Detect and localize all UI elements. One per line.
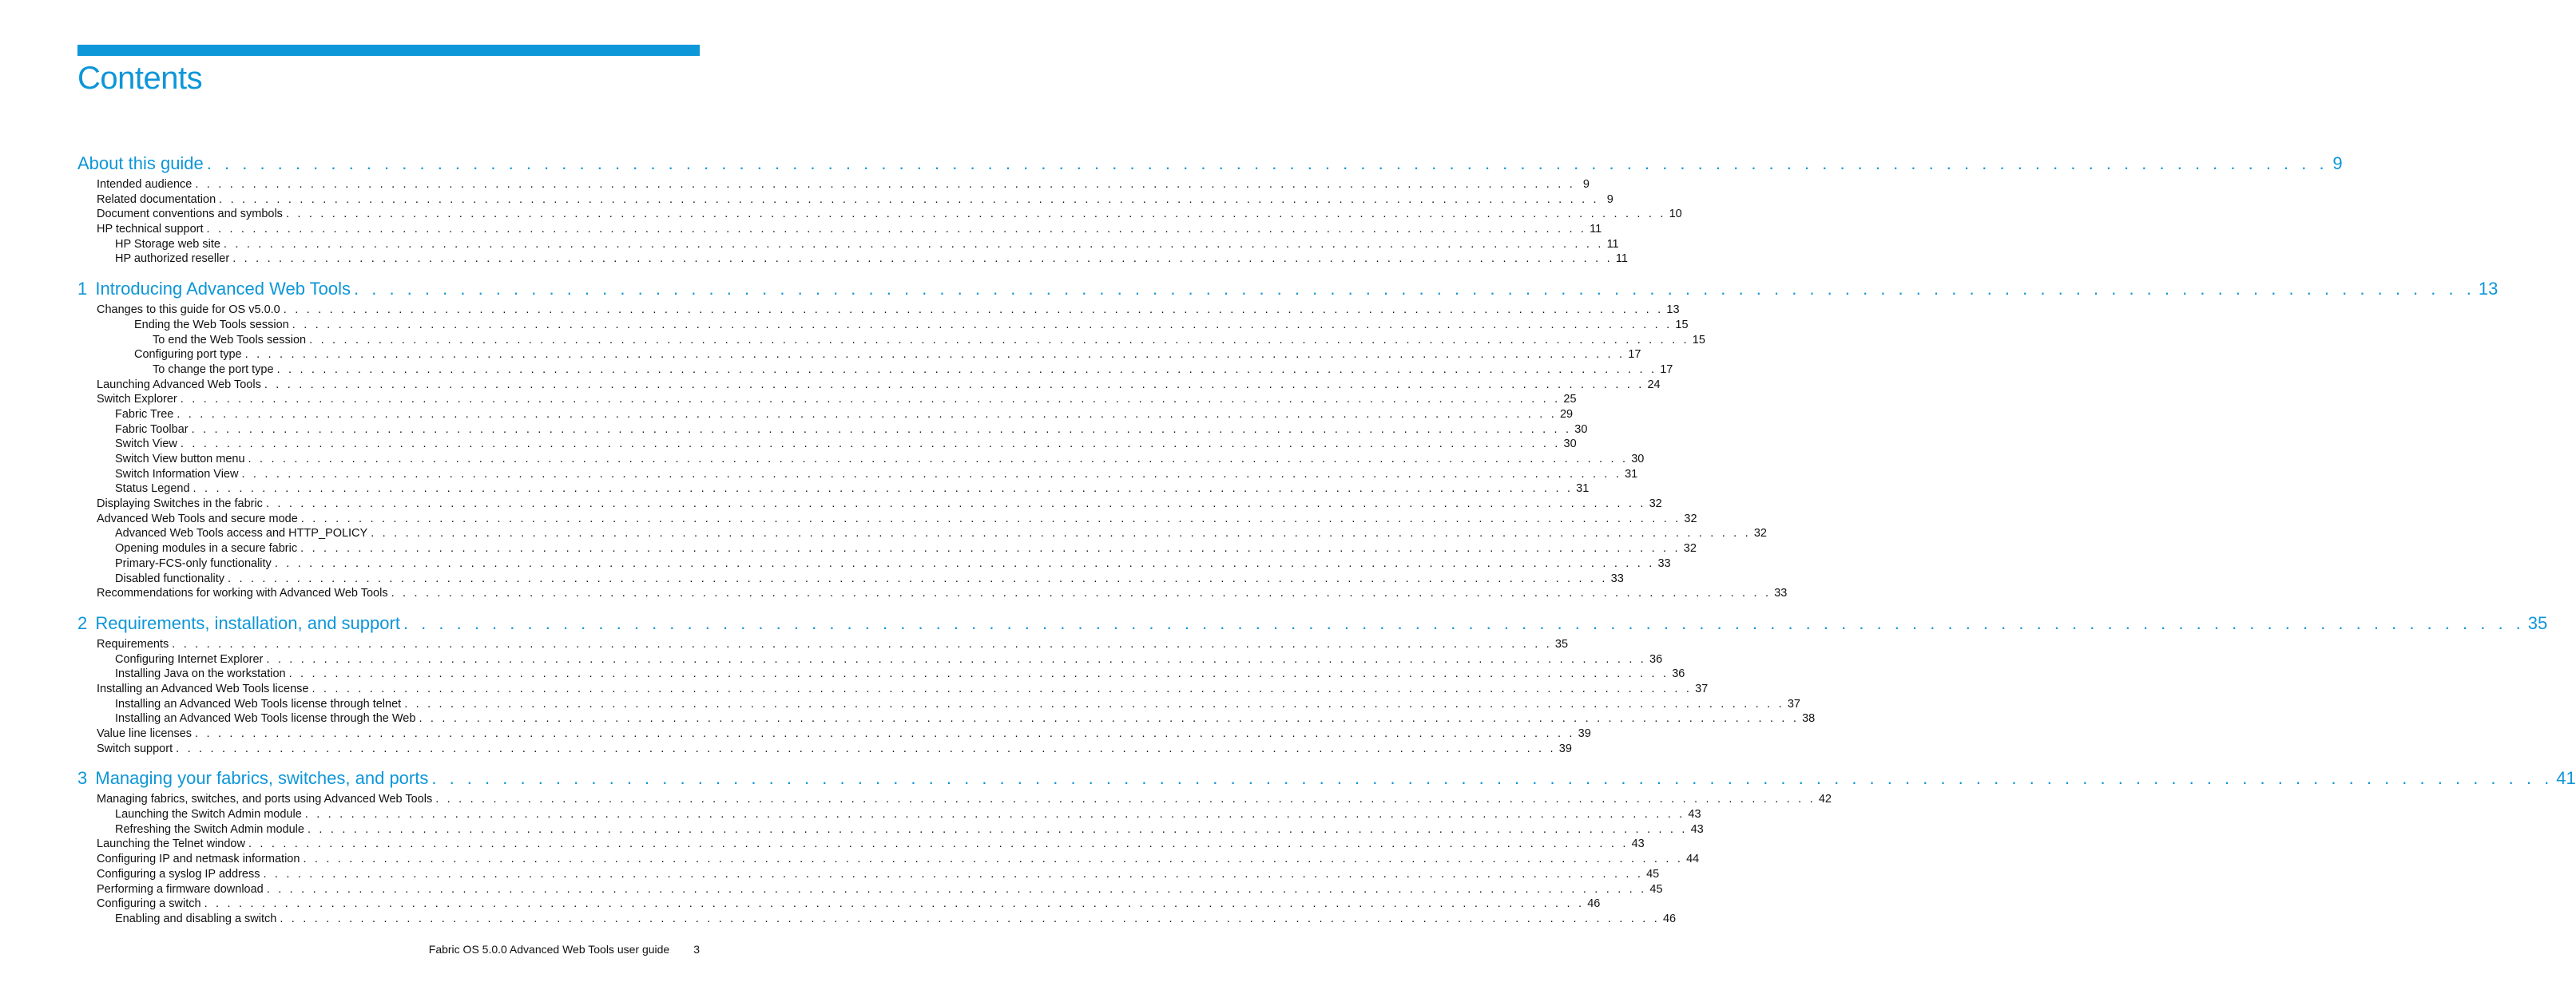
toc-page-number: 45 bbox=[1646, 867, 1660, 881]
toc-title-text: Launching Advanced Web Tools bbox=[97, 378, 261, 391]
dot-leader: . . . . . . . . . . . . . . . . . . . . . . . . . . . . . . . . . . . . . . . . . . . . . . . . . . . . . . . . . . . . . . . . . . . . . . . . . . . . . . . . . . . . . . . . . . . . . . . . . . . . . . . . . . . . . . . . . . . . . . . . bbox=[292, 318, 1673, 331]
dot-leader: . . . . . . . . . . . . . . . . . . . . . . . . . . . . . . . . . . . . . . . . . . . . . . . . . . . . . . . . . . . . . . . . . . . . . . . . . . . . . . . . . . . . . . . . . . . . . . . . . . . . . . . . . . . . . . . . . . . . . . . . bbox=[391, 587, 1772, 600]
dot-leader: . . . . . . . . . . . . . . . . . . . . . . . . . . . . . . . . . . . . . . . . . . . . . . . . . . . . . . . . . . . . . . . . . . . . . . . . . . . . . . . . . . . . . . . . . . . . . . . . . . . . . . . . . . . . . . . . . . . . . . . . bbox=[232, 252, 1613, 266]
toc-entry[interactable] bbox=[77, 667, 1685, 682]
toc-entry-title bbox=[97, 852, 300, 867]
toc-title-text: Configuring Internet Explorer bbox=[115, 652, 264, 666]
dot-leader: . . . . . . . . . . . . . . . . . . . . . . . . . . . . . . . . . . . . . . . . . . . . . . . . . . . . . . . . . . . . . . . . . . . . . . . . . . . . . . . . . . . . . . . . . . . . . . . . . . . . . . . . . . . . . . . . . . . . . . . . bbox=[206, 153, 2328, 173]
toc-entry-title bbox=[97, 192, 216, 208]
toc-entry[interactable] bbox=[77, 697, 1800, 712]
toc-entry[interactable] bbox=[77, 897, 1601, 912]
toc-entry[interactable] bbox=[77, 237, 1619, 252]
toc-title-text: Opening modules in a secure fabric bbox=[115, 542, 298, 556]
toc-page-number: 33 bbox=[1657, 556, 1671, 570]
toc-chapter-number: 2 bbox=[77, 612, 88, 633]
toc-title-text: Configuring a switch bbox=[97, 897, 201, 911]
toc-title-text: Installing an Advanced Web Tools license bbox=[97, 682, 309, 695]
toc-title-text: Value line licenses bbox=[97, 727, 193, 740]
toc-chapter[interactable] bbox=[77, 150, 2343, 177]
toc-title-text: HP authorized reseller bbox=[115, 252, 230, 266]
toc-entry[interactable] bbox=[77, 318, 1689, 333]
dot-leader: . . . . . . . . . . . . . . . . . . . . . . . . . . . . . . . . . . . . . . . . . . . . . . . . . . . . . . . . . . . . . . . . . . . . . . . . . . . . . . . . . . . . . . . . . . . . . . . . . . . . . . . . . . . . . . . . . . . . . . . . bbox=[303, 853, 1684, 866]
toc-entry-title bbox=[97, 222, 204, 237]
toc-page-number: 32 bbox=[1753, 527, 1767, 541]
toc-title-text: Document conventions and symbols bbox=[97, 208, 283, 221]
toc-entry[interactable] bbox=[77, 177, 1590, 192]
toc-page-number: 43 bbox=[1631, 838, 1645, 851]
dot-leader: . . . . . . . . . . . . . . . . . . . . . . . . . . . . . . . . . . . . . . . . . . . . . . . . . . . . . . . . . . . . . . . . . . . . . . . . . . . . . . . . . . . . . . . . . . . . . . . . . . . . . . . . . . . . . . . . . . . . . . . . bbox=[195, 178, 1575, 191]
toc-entry[interactable] bbox=[77, 711, 1816, 727]
toc-entry-title bbox=[115, 822, 304, 838]
toc-title-text: Requirements, installation, and support bbox=[95, 612, 400, 633]
dot-leader: . . . . . . . . . . . . . . . . . . . . . . . . . . . . . . . . . . . . . . . . . . . . . . . . . . . . . . . . . . . . . . . . . . . . . . . . . . . . . . . . . . . . . . . . . . . . . . . . . . . . . . . . . . . . . . . . . . . . . . . . bbox=[300, 512, 1681, 525]
toc-entry-title bbox=[97, 742, 173, 757]
toc-entry[interactable] bbox=[77, 822, 1704, 838]
toc-entry[interactable] bbox=[77, 422, 1588, 438]
dot-leader: . . . . . . . . . . . . . . . . . . . . . . . . . . . . . . . . . . . . . . . . . . . . . . . . . . . . . . . . . . . . . . . . . . . . . . . . . . . . . . . . . . . . . . . . . . . . . . . . . . . . . . . . . . . . . . . . . . . . . . . . bbox=[280, 912, 1660, 925]
toc-page-number: 45 bbox=[1649, 882, 1663, 896]
dot-leader: . . . . . . . . . . . . . . . . . . . . . . . . . . . . . . . . . . . . . . . . . . . . . . . . . . . . . . . . . . . . . . . . . . . . . . . . . . . . . . . . . . . . . . . . . . . . . . . . . . . . . . . . . . . . . . . . . . . . . . . . bbox=[204, 897, 1585, 911]
toc-entry-title bbox=[115, 467, 238, 482]
dot-leader: . . . . . . . . . . . . . . . . . . . . . . . . . . . . . . . . . . . . . . . . . . . . . . . . . . . . . . . . . . . . . . . . . . . . . . . . . . . . . . . . . . . . . . . . . . . . . . . . . . . . . . . . . . . . . . . . . . . . . . . . bbox=[223, 237, 1604, 251]
dot-leader: . . . . . . . . . . . . . . . . . . . . . . . . . . . . . . . . . . . . . . . . . . . . . . . . . . . . . . . . . . . . . . . . . . . . . . . . . . . . . . . . . . . . . . . . . . . . . . . . . . . . . . . . . . . . . . . . . . . . . . . . bbox=[264, 378, 1645, 391]
toc-chapter-title bbox=[77, 150, 204, 177]
dot-leader: . . . . . . . . . . . . . . . . . . . . . . . . . . . . . . . . . . . . . . . . . . . . . . . . . . . . . . . . . . . . . . . . . . . . . . . . . . . . . . . . . . . . . . . . . . . . . . . . . . . . . . . . . . . . . . . . . . . . . . . . bbox=[403, 612, 2525, 633]
toc-title-text: Primary-FCS-only functionality bbox=[115, 556, 272, 570]
dot-leader: . . . . . . . . . . . . . . . . . . . . . . . . . . . . . . . . . . . . . . . . . . . . . . . . . . . . . . . . . . . . . . . . . . . . . . . . . . . . . . . . . . . . . . . . . . . . . . . . . . . . . . . . . . . . . . . . . . . . . . . . bbox=[241, 467, 1622, 481]
toc-page-number: 25 bbox=[1563, 393, 1577, 406]
toc-title-text: Requirements bbox=[97, 637, 169, 651]
toc-entry[interactable] bbox=[77, 333, 1705, 348]
dot-leader: . . . . . . . . . . . . . . . . . . . . . . . . . . . . . . . . . . . . . . . . . . . . . . . . . . . . . . . . . . . . . . . . . . . . . . . . . . . . . . . . . . . . . . . . . . . . . . . . . . . . . . . . . . . . . . . . . . . . . . . . bbox=[176, 742, 1556, 755]
toc-page-number: 13 bbox=[1666, 303, 1680, 317]
toc-entry[interactable] bbox=[77, 586, 1788, 601]
toc-entry[interactable] bbox=[77, 637, 1569, 652]
toc-title-text: Installing an Advanced Web Tools license through telnet bbox=[115, 697, 402, 711]
toc-chapter-number: 3 bbox=[77, 768, 88, 789]
toc-page-number: 46 bbox=[1662, 912, 1677, 925]
dot-leader: . . . . . . . . . . . . . . . . . . . . . . . . . . . . . . . . . . . . . . . . . . . . . . . . . . . . . . . . . . . . . . . . . . . . . . . . . . . . . . . . . . . . . . . . . . . . . . . . . . . . . . . . . . . . . . . . . . . . . . . . bbox=[266, 652, 1647, 666]
toc-entry[interactable] bbox=[77, 556, 1671, 572]
toc-title-text: Status Legend bbox=[115, 482, 190, 496]
dot-leader: . . . . . . . . . . . . . . . . . . . . . . . . . . . . . . . . . . . . . . . . . . . . . . . . . . . . . . . . . . . . . . . . . . . . . . . . . . . . . . . . . . . . . . . . . . . . . . . . . . . . . . . . . . . . . . . . . . . . . . . . bbox=[193, 482, 1574, 496]
toc-entry[interactable] bbox=[77, 467, 1638, 482]
toc-title-text: Managing your fabrics, switches, and ports bbox=[95, 768, 429, 789]
toc-entry-title bbox=[115, 912, 276, 927]
dot-leader: . . . . . . . . . . . . . . . . . . . . . . . . . . . . . . . . . . . . . . . . . . . . . . . . . . . . . . . . . . . . . . . . . . . . . . . . . . . . . . . . . . . . . . . . . . . . . . . . . . . . . . . . . . . . . . . . . . . . . . . . bbox=[191, 422, 1572, 436]
toc-page-number: 42 bbox=[1818, 793, 1832, 806]
toc-entry-title bbox=[97, 682, 308, 697]
dot-leader: . . . . . . . . . . . . . . . . . . . . . . . . . . . . . . . . . . . . . . . . . . . . . . . . . . . . . . . . . . . . . . . . . . . . . . . . . . . . . . . . . . . . . . . . . . . . . . . . . . . . . . . . . . . . . . . . . . . . . . . . bbox=[206, 223, 1587, 236]
toc-title-text: Enabling and disabling a switch bbox=[115, 912, 277, 925]
toc-page-number: 35 bbox=[1554, 637, 1569, 651]
dot-leader: . . . . . . . . . . . . . . . . . . . . . . . . . . . . . . . . . . . . . . . . . . . . . . . . . . . . . . . . . . . . . . . . . . . . . . . . . . . . . . . . . . . . . . . . . . . . . . . . . . . . . . . . . . . . . . . . . . . . . . . . bbox=[419, 712, 1800, 726]
toc-entry-title bbox=[97, 792, 432, 807]
toc-title-text: Launching the Telnet window bbox=[97, 838, 245, 851]
toc-entry-title bbox=[115, 481, 190, 497]
toc-entry-title bbox=[97, 897, 201, 912]
toc-title-text: Disabled functionality bbox=[115, 572, 225, 585]
toc-entry[interactable] bbox=[77, 837, 1645, 852]
toc-entry[interactable] bbox=[77, 852, 1700, 867]
dot-leader: . . . . . . . . . . . . . . . . . . . . . . . . . . . . . . . . . . . . . . . . . . . . . . . . . . . . . . . . . . . . . . . . . . . . . . . . . . . . . . . . . . . . . . . . . . . . . . . . . . . . . . . . . . . . . . . . . . . . . . . . bbox=[431, 768, 2554, 789]
toc-entry[interactable] bbox=[77, 378, 1661, 393]
toc-chapter-title bbox=[77, 275, 351, 303]
dot-leader: . . . . . . . . . . . . . . . . . . . . . . . . . . . . . . . . . . . . . . . . . . . . . . . . . . . . . . . . . . . . . . . . . . . . . . . . . . . . . . . . . . . . . . . . . . . . . . . . . . . . . . . . . . . . . . . . . . . . . . . . bbox=[300, 542, 1681, 556]
toc-page-number: 43 bbox=[1690, 822, 1704, 836]
dot-leader: . . . . . . . . . . . . . . . . . . . . . . . . . . . . . . . . . . . . . . . . . . . . . . . . . . . . . . . . . . . . . . . . . . . . . . . . . . . . . . . . . . . . . . . . . . . . . . . . . . . . . . . . . . . . . . . . . . . . . . . . bbox=[304, 808, 1685, 822]
toc-title-text: To end the Web Tools session bbox=[153, 333, 307, 346]
toc-entry-title bbox=[134, 347, 242, 362]
toc-entry-title bbox=[115, 711, 415, 727]
toc-entry[interactable] bbox=[77, 742, 1572, 757]
dot-leader: . . . . . . . . . . . . . . . . . . . . . . . . . . . . . . . . . . . . . . . . . . . . . . . . . . . . . . . . . . . . . . . . . . . . . . . . . . . . . . . . . . . . . . . . . . . . . . . . . . . . . . . . . . . . . . . . . . . . . . . . bbox=[266, 882, 1647, 896]
toc-page-number: 31 bbox=[1576, 482, 1590, 496]
toc-entry[interactable] bbox=[77, 407, 1574, 422]
toc-entry-title bbox=[97, 837, 245, 852]
toc-title-text: Displaying Switches in the fabric bbox=[97, 497, 263, 511]
dot-leader: . . . . . . . . . . . . . . . . . . . . . . . . . . . . . . . . . . . . . . . . . . . . . . . . . . . . . . . . . . . . . . . . . . . . . . . . . . . . . . . . . . . . . . . . . . . . . . . . . . . . . . . . . . . . . . . . . . . . . . . . bbox=[283, 303, 1664, 317]
toc-title-text: Installing Java on the workstation bbox=[115, 667, 286, 681]
toc-entry[interactable] bbox=[77, 682, 1709, 697]
toc-page-number: 11 bbox=[1606, 237, 1619, 251]
footer-page-number: 3 bbox=[693, 943, 700, 956]
toc-page-number: 36 bbox=[1649, 652, 1663, 666]
toc-page-number: 17 bbox=[1628, 348, 1641, 362]
page-footer bbox=[0, 942, 700, 956]
toc-title-text: Advanced Web Tools and secure mode bbox=[97, 512, 298, 525]
toc-entry[interactable] bbox=[77, 452, 1645, 467]
toc-page-number: 37 bbox=[1787, 697, 1800, 711]
toc-entry-title bbox=[97, 512, 298, 527]
toc-title-text: Changes to this guide for OS v5.0.0 bbox=[97, 303, 280, 317]
toc-entry[interactable] bbox=[77, 497, 1662, 512]
toc-page-number: 41 bbox=[2556, 768, 2576, 789]
toc-title-text: Refreshing the Switch Admin module bbox=[115, 822, 304, 836]
toc-page-number: 44 bbox=[1686, 853, 1700, 866]
dot-leader: . . . . . . . . . . . . . . . . . . . . . . . . . . . . . . . . . . . . . . . . . . . . . . . . . . . . . . . . . . . . . . . . . . . . . . . . . . . . . . . . . . . . . . . . . . . . . . . . . . . . . . . . . . . . . . . . . . . . . . . . bbox=[274, 556, 1655, 570]
dot-leader: . . . . . . . . . . . . . . . . . . . . . . . . . . . . . . . . . . . . . . . . . . . . . . . . . . . . . . . . . . . . . . . . . . . . . . . . . . . . . . . . . . . . . . . . . . . . . . . . . . . . . . . . . . . . . . . . . . . . . . . . bbox=[435, 793, 1816, 806]
toc-title-text: Ending the Web Tools session bbox=[134, 318, 289, 331]
toc-title-text: To change the port type bbox=[153, 362, 274, 376]
toc-entry[interactable] bbox=[77, 222, 1602, 237]
toc-title-text: Introducing Advanced Web Tools bbox=[95, 279, 351, 299]
toc-entry-title bbox=[97, 177, 192, 192]
toc-entry-title bbox=[97, 303, 280, 318]
toc-title-text: Performing a firmware download bbox=[97, 882, 264, 896]
dot-leader: . . . . . . . . . . . . . . . . . . . . . . . . . . . . . . . . . . . . . . . . . . . . . . . . . . . . . . . . . . . . . . . . . . . . . . . . . . . . . . . . . . . . . . . . . . . . . . . . . . . . . . . . . . . . . . . . . . . . . . . . bbox=[404, 697, 1784, 711]
toc-entry-title bbox=[115, 652, 263, 667]
dot-leader: . . . . . . . . . . . . . . . . . . . . . . . . . . . . . . . . . . . . . . . . . . . . . . . . . . . . . . . . . . . . . . . . . . . . . . . . . . . . . . . . . . . . . . . . . . . . . . . . . . . . . . . . . . . . . . . . . . . . . . . . bbox=[180, 393, 1561, 406]
page-title: Contents bbox=[77, 61, 203, 96]
toc-page-number: 33 bbox=[1774, 587, 1788, 600]
toc-title-text: Configuring a syslog IP address bbox=[97, 867, 260, 881]
dot-leader: . . . . . . . . . . . . . . . . . . . . . . . . . . . . . . . . . . . . . . . . . . . . . . . . . . . . . . . . . . . . . . . . . . . . . . . . . . . . . . . . . . . . . . . . . . . . . . . . . . . . . . . . . . . . . . . . . . . . . . . . bbox=[248, 453, 1629, 465]
dot-leader: . . . . . . . . . . . . . . . . . . . . . . . . . . . . . . . . . . . . . . . . . . . . . . . . . . . . . . . . . . . . . . . . . . . . . . . . . . . . . . . . . . . . . . . . . . . . . . . . . . . . . . . . . . . . . . . . . . . . . . . . bbox=[309, 333, 1689, 346]
toc-entry-title bbox=[115, 697, 401, 712]
toc-entry-title bbox=[115, 237, 220, 252]
footer-doc-title: Fabric OS 5.0.0 Advanced Web Tools user guide bbox=[428, 943, 670, 956]
dot-leader: . . . . . . . . . . . . . . . . . . . . . . . . . . . . . . . . . . . . . . . . . . . . . . . . . . . . . . . . . . . . . . . . . . . . . . . . . . . . . . . . . . . . . . . . . . . . . . . . . . . . . . . . . . . . . . . . . . . . . . . . bbox=[219, 192, 1599, 206]
toc-entry[interactable] bbox=[77, 481, 1590, 497]
toc-entry-title bbox=[115, 541, 297, 556]
dot-leader: . . . . . . . . . . . . . . . . . . . . . . . . . . . . . . . . . . . . . . . . . . . . . . . . . . . . . . . . . . . . . . . . . . . . . . . . . . . . . . . . . . . . . . . . . . . . . . . . . . . . . . . . . . . . . . . . . . . . . . . . bbox=[371, 527, 1751, 541]
toc-page-number: 32 bbox=[1683, 542, 1697, 556]
toc-title-text: Switch Explorer bbox=[97, 393, 177, 406]
toc-title-text: Configuring port type bbox=[134, 348, 242, 362]
toc-page-number: 9 bbox=[1606, 192, 1613, 206]
toc-entry[interactable] bbox=[77, 251, 1628, 267]
toc-entry[interactable] bbox=[77, 512, 1697, 527]
toc-entry-title bbox=[115, 572, 224, 587]
toc-page-number: 29 bbox=[1559, 407, 1574, 421]
toc-page-number: 30 bbox=[1574, 422, 1588, 436]
toc-entry-title bbox=[115, 422, 189, 438]
dot-leader: . . . . . . . . . . . . . . . . . . . . . . . . . . . . . . . . . . . . . . . . . . . . . . . . . . . . . . . . . . . . . . . . . . . . . . . . . . . . . . . . . . . . . . . . . . . . . . . . . . . . . . . . . . . . . . . . . . . . . . . . bbox=[263, 867, 1644, 881]
toc-title-text: Switch View bbox=[115, 438, 177, 451]
dot-leader: . . . . . . . . . . . . . . . . . . . . . . . . . . . . . . . . . . . . . . . . . . . . . . . . . . . . . . . . . . . . . . . . . . . . . . . . . . . . . . . . . . . . . . . . . . . . . . . . . . . . . . . . . . . . . . . . . . . . . . . . bbox=[177, 407, 1557, 421]
dot-leader: . . . . . . . . . . . . . . . . . . . . . . . . . . . . . . . . . . . . . . . . . . . . . . . . . . . . . . . . . . . . . . . . . . . . . . . . . . . . . . . . . . . . . . . . . . . . . . . . . . . . . . . . . . . . . . . . . . . . . . . . bbox=[195, 727, 1575, 740]
toc-page-number: 33 bbox=[1610, 572, 1624, 585]
toc-page-number: 30 bbox=[1631, 453, 1645, 465]
toc-entry[interactable] bbox=[77, 541, 1697, 556]
toc-title-text: HP technical support bbox=[97, 223, 204, 236]
toc-page-number: 39 bbox=[1558, 742, 1572, 755]
dot-leader: . . . . . . . . . . . . . . . . . . . . . . . . . . . . . . . . . . . . . . . . . . . . . . . . . . . . . . . . . . . . . . . . . . . . . . . . . . . . . . . . . . . . . . . . . . . . . . . . . . . . . . . . . . . . . . . . . . . . . . . . bbox=[248, 838, 1629, 851]
toc-title-text: Installing an Advanced Web Tools license through the Web bbox=[115, 712, 416, 726]
toc-entry[interactable] bbox=[77, 437, 1577, 452]
toc-entry-title bbox=[115, 807, 302, 822]
toc-entry-title bbox=[115, 556, 272, 572]
toc-page-number: 32 bbox=[1649, 497, 1662, 511]
toc-page-number: 38 bbox=[1802, 712, 1816, 726]
dot-leader: . . . . . . . . . . . . . . . . . . . . . . . . . . . . . . . . . . . . . . . . . . . . . . . . . . . . . . . . . . . . . . . . . . . . . . . . . . . . . . . . . . . . . . . . . . . . . . . . . . . . . . . . . . . . . . . . . . . . . . . . bbox=[276, 362, 1657, 376]
dot-leader: . . . . . . . . . . . . . . . . . . . . . . . . . . . . . . . . . . . . . . . . . . . . . . . . . . . . . . . . . . . . . . . . . . . . . . . . . . . . . . . . . . . . . . . . . . . . . . . . . . . . . . . . . . . . . . . . . . . . . . . . bbox=[288, 667, 1669, 681]
toc-page-number: 31 bbox=[1625, 467, 1638, 481]
toc-entry-title bbox=[115, 407, 173, 422]
toc-entry-title bbox=[97, 497, 263, 512]
toc-title-text: Fabric Toolbar bbox=[115, 422, 189, 436]
toc-page-number: 46 bbox=[1587, 897, 1601, 911]
toc-chapter-number: 1 bbox=[77, 279, 88, 299]
toc-page-number: 17 bbox=[1660, 362, 1673, 376]
toc-page-number: 37 bbox=[1695, 682, 1709, 695]
toc-entry-title bbox=[115, 526, 367, 541]
toc-page-number: 15 bbox=[1675, 318, 1689, 331]
toc-chapter[interactable] bbox=[77, 610, 2548, 637]
toc-entry[interactable] bbox=[77, 727, 1591, 742]
toc-chapter[interactable] bbox=[77, 765, 2576, 792]
toc-entry-title bbox=[97, 392, 177, 407]
toc-title-text: Switch support bbox=[97, 742, 173, 755]
toc-page-number: 30 bbox=[1563, 438, 1577, 451]
toc-page-number: 13 bbox=[2478, 279, 2499, 299]
toc-entry-title bbox=[153, 362, 274, 378]
toc-entry-title bbox=[134, 318, 289, 333]
toc-title-text: Launching the Switch Admin module bbox=[115, 808, 302, 822]
toc-entry-title bbox=[153, 333, 306, 348]
dot-leader: . . . . . . . . . . . . . . . . . . . . . . . . . . . . . . . . . . . . . . . . . . . . . . . . . . . . . . . . . . . . . . . . . . . . . . . . . . . . . . . . . . . . . . . . . . . . . . . . . . . . . . . . . . . . . . . . . . . . . . . . bbox=[244, 348, 1625, 362]
dot-leader: . . . . . . . . . . . . . . . . . . . . . . . . . . . . . . . . . . . . . . . . . . . . . . . . . . . . . . . . . . . . . . . . . . . . . . . . . . . . . . . . . . . . . . . . . . . . . . . . . . . . . . . . . . . . . . . . . . . . . . . . bbox=[312, 682, 1693, 695]
toc-page-number: 10 bbox=[1669, 208, 1682, 221]
toc-entry-title bbox=[115, 667, 286, 682]
toc-page-number: 9 bbox=[1582, 178, 1590, 191]
toc-page-number: 15 bbox=[1692, 333, 1705, 346]
toc-entry-title bbox=[97, 882, 264, 897]
toc-page-number: 24 bbox=[1647, 378, 1661, 391]
dot-leader: . . . . . . . . . . . . . . . . . . . . . . . . . . . . . . . . . . . . . . . . . . . . . . . . . . . . . . . . . . . . . . . . . . . . . . . . . . . . . . . . . . . . . . . . . . . . . . . . . . . . . . . . . . . . . . . . . . . . . . . . bbox=[172, 637, 1552, 651]
toc-entry-title bbox=[97, 586, 388, 601]
dot-leader: . . . . . . . . . . . . . . . . . . . . . . . . . . . . . . . . . . . . . . . . . . . . . . . . . . . . . . . . . . . . . . . . . . . . . . . . . . . . . . . . . . . . . . . . . . . . . . . . . . . . . . . . . . . . . . . . . . . . . . . . bbox=[265, 497, 1646, 511]
dot-leader: . . . . . . . . . . . . . . . . . . . . . . . . . . . . . . . . . . . . . . . . . . . . . . . . . . . . . . . . . . . . . . . . . . . . . . . . . . . . . . . . . . . . . . . . . . . . . . . . . . . . . . . . . . . . . . . . . . . . . . . . bbox=[285, 208, 1666, 221]
toc-page-number: 9 bbox=[2332, 153, 2343, 173]
dot-leader: . . . . . . . . . . . . . . . . . . . . . . . . . . . . . . . . . . . . . . . . . . . . . . . . . . . . . . . . . . . . . . . . . . . . . . . . . . . . . . . . . . . . . . . . . . . . . . . . . . . . . . . . . . . . . . . . . . . . . . . . bbox=[228, 572, 1608, 585]
toc-entry[interactable] bbox=[77, 807, 1701, 822]
table-of-contents bbox=[77, 148, 2576, 927]
toc-chapter-title bbox=[77, 765, 428, 792]
toc-title-text: Managing fabrics, switches, and ports using Advanced Web Tools bbox=[97, 793, 433, 806]
toc-entry-title bbox=[97, 637, 169, 652]
toc-entry-title bbox=[115, 251, 229, 267]
toc-entry[interactable] bbox=[77, 792, 1832, 807]
toc-page-number: 36 bbox=[1672, 667, 1685, 681]
toc-title-text: Related documentation bbox=[97, 192, 216, 206]
toc-entry[interactable] bbox=[77, 362, 1673, 378]
dot-leader: . . . . . . . . . . . . . . . . . . . . . . . . . . . . . . . . . . . . . . . . . . . . . . . . . . . . . . . . . . . . . . . . . . . . . . . . . . . . . . . . . . . . . . . . . . . . . . . . . . . . . . . . . . . . . . . . . . . . . . . . bbox=[354, 279, 2475, 299]
toc-entry[interactable] bbox=[77, 912, 1677, 927]
toc-entry[interactable] bbox=[77, 526, 1767, 541]
dot-leader: . . . . . . . . . . . . . . . . . . . . . . . . . . . . . . . . . . . . . . . . . . . . . . . . . . . . . . . . . . . . . . . . . . . . . . . . . . . . . . . . . . . . . . . . . . . . . . . . . . . . . . . . . . . . . . . . . . . . . . . . bbox=[180, 438, 1561, 451]
toc-entry[interactable] bbox=[77, 347, 1641, 362]
toc-chapter[interactable] bbox=[77, 275, 2499, 303]
toc-title-text: Recommendations for working with Advanced Web Tools bbox=[97, 587, 388, 600]
toc-title-text: Configuring IP and netmask information bbox=[97, 853, 300, 866]
toc-entry[interactable] bbox=[77, 572, 1624, 587]
toc-title-text: Switch View button menu bbox=[115, 453, 245, 465]
toc-entry-title bbox=[97, 867, 260, 882]
toc-entry[interactable] bbox=[77, 192, 1613, 208]
toc-entry-title bbox=[97, 378, 261, 393]
toc-entry[interactable] bbox=[77, 867, 1660, 882]
toc-page-number: 43 bbox=[1688, 808, 1701, 822]
toc-title-text: Intended audience bbox=[97, 178, 193, 191]
toc-entry[interactable] bbox=[77, 392, 1577, 407]
toc-entry-title bbox=[97, 727, 192, 742]
dot-leader: . . . . . . . . . . . . . . . . . . . . . . . . . . . . . . . . . . . . . . . . . . . . . . . . . . . . . . . . . . . . . . . . . . . . . . . . . . . . . . . . . . . . . . . . . . . . . . . . . . . . . . . . . . . . . . . . . . . . . . . . bbox=[307, 822, 1688, 836]
toc-entry[interactable] bbox=[77, 303, 1680, 318]
toc-page-number: 32 bbox=[1684, 512, 1697, 525]
toc-title-text: Fabric Tree bbox=[115, 407, 174, 421]
toc-title-text: Switch Information View bbox=[115, 467, 239, 481]
toc-entry[interactable] bbox=[77, 652, 1663, 667]
toc-title-text: HP Storage web site bbox=[115, 237, 220, 251]
toc-entry-title bbox=[115, 452, 245, 467]
toc-title-text: Advanced Web Tools access and HTTP_POLICY bbox=[115, 527, 368, 541]
toc-page-number: 39 bbox=[1578, 727, 1591, 740]
toc-entry-title bbox=[115, 437, 177, 452]
toc-entry[interactable] bbox=[77, 882, 1663, 897]
toc-page-number: 35 bbox=[2527, 612, 2548, 633]
toc-entry[interactable] bbox=[77, 207, 1682, 222]
toc-title-text: About this guide bbox=[77, 153, 204, 173]
toc-page-number: 11 bbox=[1615, 252, 1628, 266]
toc-chapter-title bbox=[77, 610, 400, 637]
toc-entry-title bbox=[97, 207, 283, 222]
toc-page-number: 11 bbox=[1590, 223, 1602, 236]
header-rule bbox=[77, 45, 700, 56]
